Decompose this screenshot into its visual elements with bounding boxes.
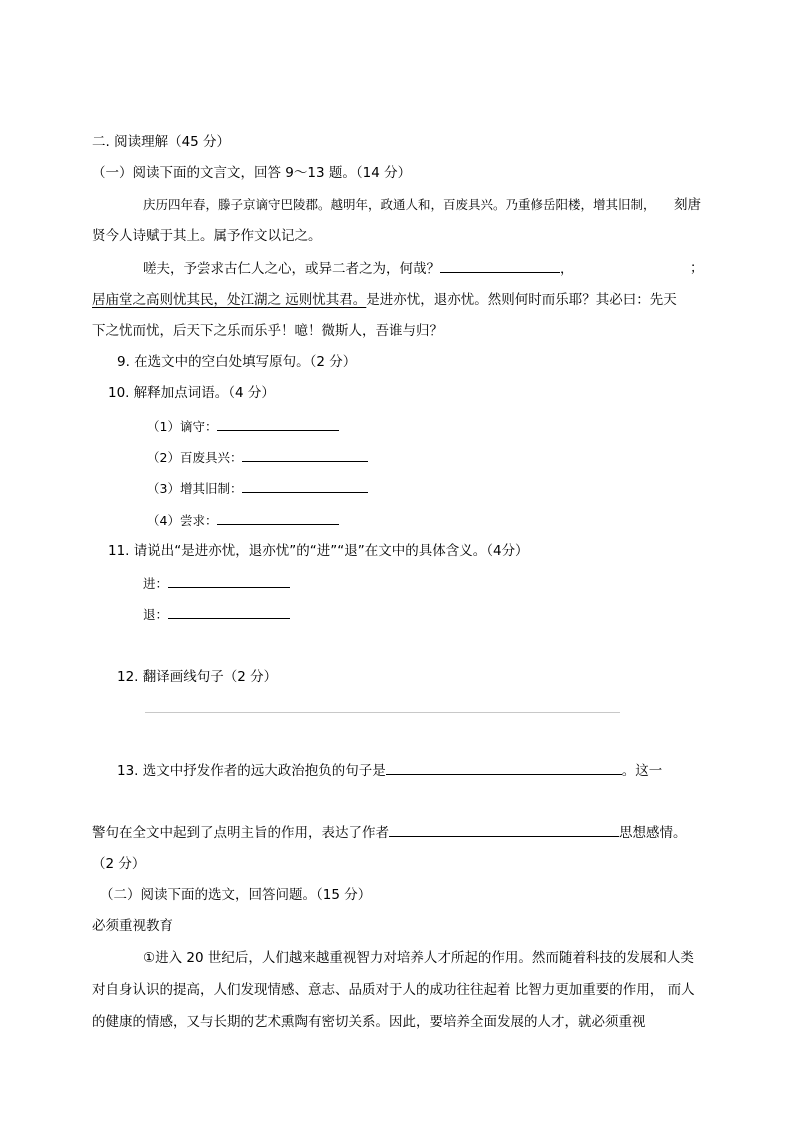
text-line-3: 下之忧而忧，后天下之乐而乐乎！噫！微斯人，吾谁与归？ [92,323,443,339]
section-title: 二. 阅读理解（45 分） [92,134,231,150]
text-line-1 [143,259,574,278]
q10-item-2 [147,448,368,467]
q10-item-3 [147,479,368,498]
q13-score: （2 分） [92,856,146,872]
q10-item-2-label: （2）百废具兴： [147,450,243,465]
text-line-1-end: ； [690,260,704,276]
intro-line-1-tail: 刻唐 [674,197,701,213]
intro-line-1 [143,196,656,214]
part2-para-line-2: 对自身认识的提高，人们发现情感、意志、品质对于人的成功往往起着 比智力更加重要的作用， 而人 [92,982,695,998]
q13-text-a: 13. 选文中抒发作者的远大政治抱负的句子是 [117,763,386,779]
q13-line-2-b: 思想感情。 [619,825,687,841]
q10-item-4-label: （4）尝求： [147,513,218,528]
answer-blank-13b[interactable] [389,823,619,837]
q13-line-2 [92,823,687,842]
q11-tui [143,605,290,624]
q10-item-3-label: （3）增其旧制： [147,481,243,496]
question-10: 10. 解释加点词语。（4 分） [108,385,275,401]
q11-jin [143,574,290,593]
text-line-2 [92,291,677,309]
q13-text-b: 。这一 [621,763,663,779]
answer-blank-11-jin[interactable] [168,574,290,588]
text-line-1-sep: ， [560,261,574,277]
q11-tui-label: 退： [143,607,169,622]
q10-item-4 [147,511,339,530]
text-line-2-rest: 是进亦忧，退亦忧。然则何时而乐耶？其必曰：先天 [366,292,677,308]
answer-blank-10-3[interactable] [242,479,368,493]
intro-line-2: 贤今人诗赋于其上。属予作文以记之。 [92,228,322,244]
part2-para-line-1: ①进入 20 世纪后，人们越来越重视智力对培养人才所起的作用。然而随着科技的发展和人类 [143,950,694,966]
part2-heading: （二）阅读下面的选文，回答问题。（15 分） [100,887,372,903]
answer-blank-10-2[interactable] [242,448,368,462]
q10-item-1-label: （1）谪守： [147,419,218,434]
text-line-1-a: 嗟夫，予尝求古仁人之心，或异二者之为，何哉？ [143,261,440,277]
answer-blank-10-1[interactable] [217,417,339,431]
part2-title: 必须重视教育 [92,918,173,934]
q11-jin-label: 进： [143,576,169,591]
question-9: 9. 在选文中的空白处填写原句。（2 分） [117,354,357,370]
question-11: 11. 请说出“是进亦忧，退亦忧”的“进”“退”在文中的具体含义。（4分） [108,543,529,559]
answer-blank-13a[interactable] [386,761,622,775]
part1-heading: （一）阅读下面的文言文，回答 9～13 题。（14 分） [92,165,412,181]
intro-line-1-text: 庆历四年春，滕子京谪守巴陵郡。越明年，政通人和，百废具兴。乃重修岳阳楼，增其旧制， [143,197,656,212]
question-13 [117,761,662,780]
q12-answer-line[interactable] [145,712,620,713]
answer-blank-10-4[interactable] [217,511,339,525]
answer-blank-9a[interactable] [440,259,560,273]
answer-blank-11-tui[interactable] [168,605,290,619]
underlined-sentence: 居庙堂之高则忧其民，处江湖之 远则忧其君。 [92,292,367,308]
part2-para-line-3: 的健康的情感，又与长期的艺术熏陶有密切关系。因此，要培养全面发展的人才，就必须重视 [92,1014,646,1030]
q13-line-2-a: 警句在全文中起到了点明主旨的作用，表达了作者 [92,825,389,841]
question-12: 12. 翻译画线句子（2 分） [117,669,278,685]
q10-item-1 [147,417,339,436]
